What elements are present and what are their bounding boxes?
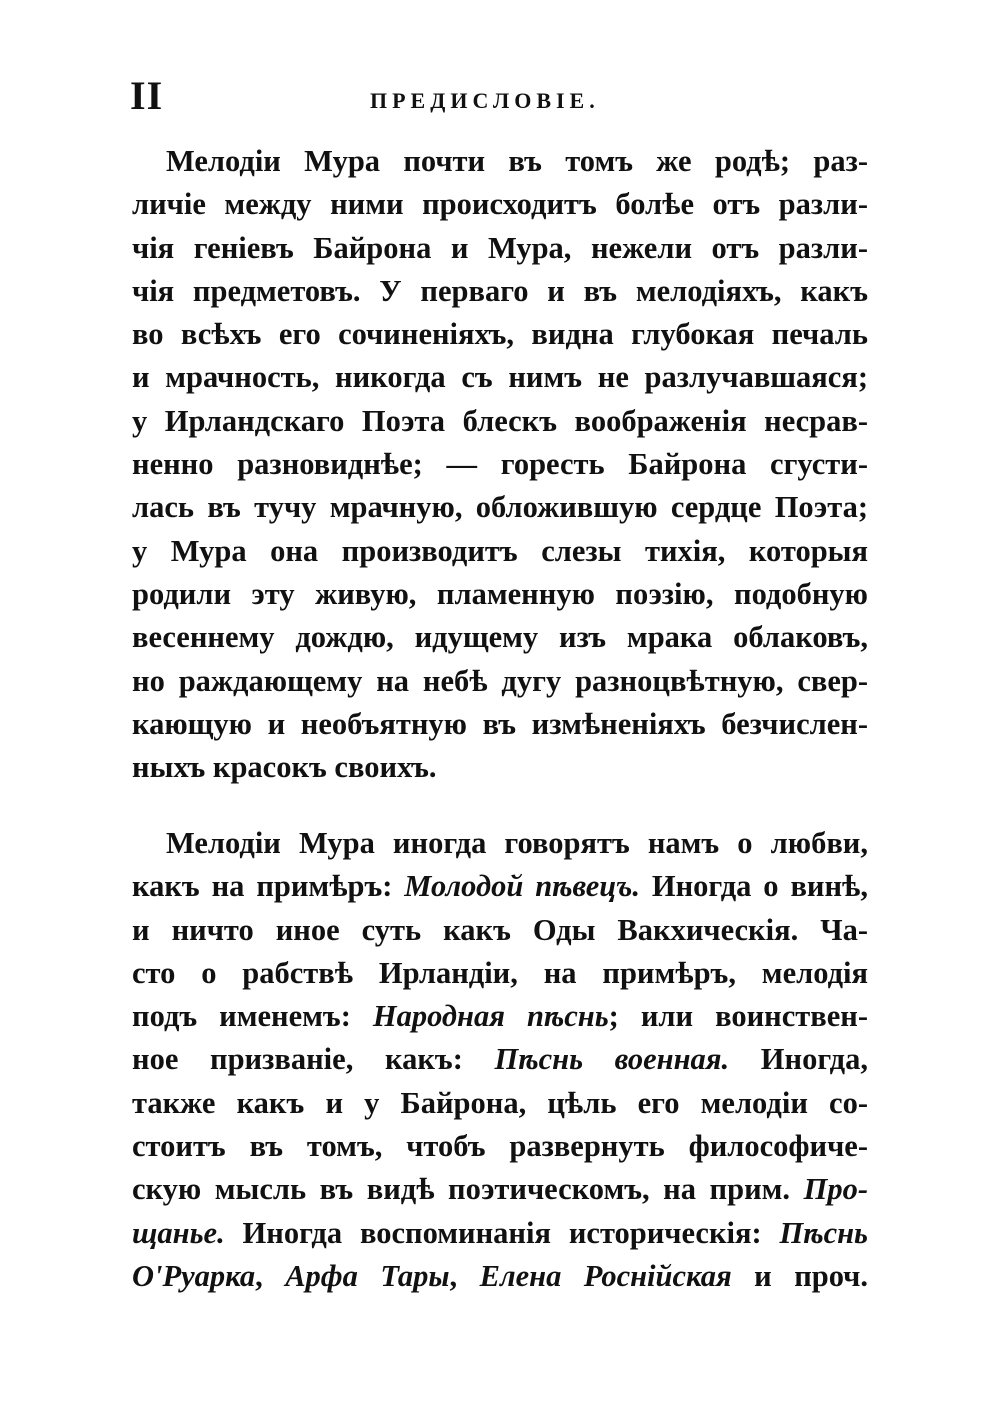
melody-title: щанье. — [132, 1215, 225, 1250]
text-line: Мелодіи Мура почти въ томъ же родѣ; раз- — [166, 144, 868, 178]
page-number: II — [130, 73, 164, 118]
text-line — [132, 1212, 868, 1255]
text-line: кающую и необъятную въ измѣненіяхъ безчислен- — [132, 706, 868, 741]
text-run: Иногда о винѣ, — [639, 869, 868, 904]
melody-title: Молодой пѣвецъ. — [404, 869, 640, 904]
text-run: ное призваніе, какъ: — [132, 1042, 495, 1077]
text-run: скую мысль въ видѣ поэтическомъ, на прим. — [132, 1172, 804, 1207]
text-run: и проч. — [731, 1258, 869, 1293]
text-line: стоитъ въ томъ, чтобъ развернуть философиче- — [132, 1129, 868, 1164]
text-line: ныхъ красокъ своихъ. — [132, 750, 437, 785]
text-line: ненно разновиднѣе; — горесть Байрона сгусти- — [132, 447, 868, 482]
text-line: во всѣхъ его сочиненіяхъ, видна глубокая печаль — [132, 317, 868, 352]
melody-title: Про- — [803, 1172, 868, 1207]
text-line: но раждающему на небѣ дугу разноцвѣтную, свер- — [132, 663, 868, 698]
text-line: и ничто иное суть какъ Оды Вакхическія. Ча- — [132, 912, 868, 947]
text-line: чія геніевъ Байрона и Мура, нежели отъ разли- — [132, 230, 868, 265]
text-run: Иногда воспоминанія историческія: — [224, 1215, 780, 1250]
text-line: у Мура она производитъ слезы тихія, которыя — [132, 533, 868, 568]
text-line: также какъ и у Байрона, цѣль его мелодіи со- — [132, 1085, 868, 1120]
running-title: ПРЕДИСЛОВІЕ. — [370, 88, 600, 113]
paragraph-1 — [132, 140, 868, 789]
text-line: родили эту живую, пламенную поэзію, подобную — [132, 576, 868, 611]
text-line — [132, 1168, 868, 1211]
melody-title: Пѣснь — [779, 1215, 868, 1250]
text-line: чія предметовъ. У перваго и въ мелодіяхъ, какъ — [132, 273, 868, 308]
text-line: у Ирландскаго Поэта блескъ воображенія несрав- — [132, 403, 868, 438]
text-line: весеннему дождю, идущему изъ мрака облаковъ, — [132, 620, 868, 655]
page-header — [130, 72, 870, 122]
text-line — [132, 865, 868, 908]
text-run: подъ именемъ: — [132, 999, 373, 1034]
text-line: Мелодіи Мура иногда говорятъ намъ о любви, — [166, 826, 868, 860]
text-run: , — [255, 1258, 286, 1293]
melody-title: Пѣснь военная. — [494, 1042, 730, 1077]
text-line: лась въ тучу мрачную, обложившую сердце Поэта; — [132, 490, 868, 525]
text-run: какъ на примѣръ: — [132, 869, 405, 904]
melody-title: Народная пѣснь — [372, 999, 609, 1034]
text-line — [132, 995, 868, 1038]
text-line: сто о рабствѣ Ирландіи, на примѣръ, мелодія — [132, 955, 868, 990]
melody-title: Елена Роснійская — [479, 1258, 732, 1293]
text-line — [132, 1255, 868, 1298]
paragraph-2 — [132, 822, 868, 1298]
text-run: ; или воинствен- — [608, 999, 868, 1034]
text-run: , — [449, 1258, 480, 1293]
text-line: личіе между ними происходитъ болѣе отъ разли- — [132, 187, 868, 222]
melody-title: О'Руарка — [132, 1258, 256, 1293]
text-line — [132, 1038, 868, 1081]
text-run: Иногда, — [729, 1042, 868, 1077]
text-line: и мрачность, никогда съ нимъ не разлучавшаяся; — [132, 360, 868, 395]
melody-title: Арфа Тары — [285, 1258, 450, 1293]
